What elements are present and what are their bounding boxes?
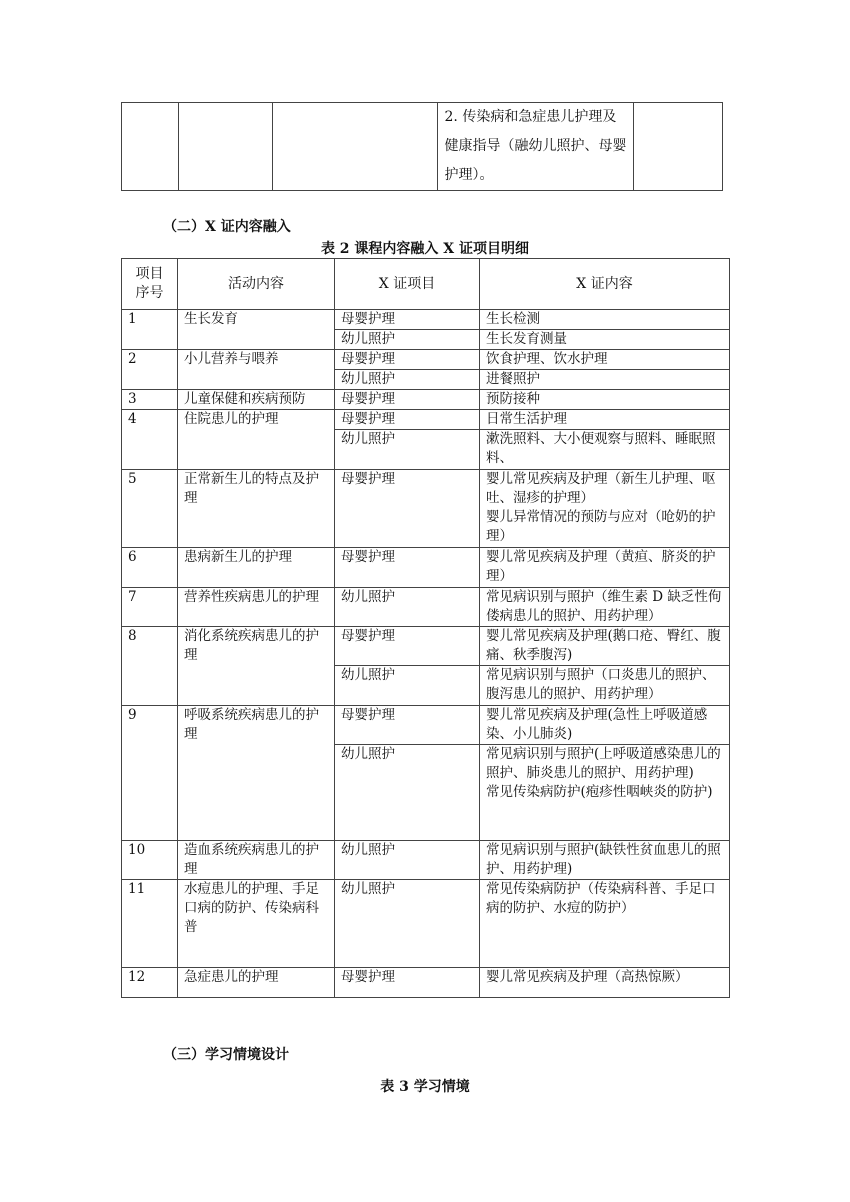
x-content-cell: [480, 390, 730, 410]
x-content-line: 生长发育测量: [486, 331, 567, 347]
x-item-cell: 母婴护理: [335, 627, 480, 666]
x-content-line: 婴儿异常情况的预防与应对（呛奶的护理）: [486, 509, 716, 544]
x-content-cell: [480, 330, 730, 350]
table-cell: [633, 103, 722, 191]
header-content: X 证内容: [480, 259, 730, 310]
x-content-line: 常见传染病防护（传染病科普、手足口病的防护、水痘的防护）: [486, 881, 716, 916]
x-item-cell: 母婴护理: [335, 390, 480, 410]
table-row: [122, 548, 730, 588]
x-content-line: 婴儿常见疾病及护理（高热惊厥）: [486, 969, 689, 985]
activity-cell: 水痘患儿的护理、手足口病的防护、传染病科普: [178, 880, 335, 968]
table-row: [122, 968, 730, 998]
x-content-cell: [480, 666, 730, 706]
x-item-cell: 母婴护理: [335, 548, 480, 588]
x-item-cell: 幼儿照护: [335, 430, 480, 470]
row-number: 1: [122, 310, 178, 350]
x-content-line: 婴儿常见疾病及护理（黄疸、脐炎的护理）: [486, 549, 716, 584]
table-row: [122, 880, 730, 968]
x-content-cell: [480, 548, 730, 588]
activity-cell: 营养性疾病患儿的护理: [178, 588, 335, 627]
table-row: [122, 350, 730, 370]
x-item-cell: 幼儿照护: [335, 330, 480, 350]
x-item-cell: 母婴护理: [335, 350, 480, 370]
x-content-line: 常见病识别与照护(缺铁性贫血患儿的照护、用药护理): [486, 842, 721, 877]
header-activity: 活动内容: [178, 259, 335, 310]
table-cell-text: 2. 传染病和急症患儿护理及健康指导（融幼儿照护、母婴护理）。: [437, 103, 633, 191]
x-content-cell: [480, 370, 730, 390]
x-content-line: 漱洗照料、大小便观察与照料、睡眠照料、: [486, 431, 716, 466]
x-content-cell: [480, 706, 730, 745]
x-content-cell: [480, 410, 730, 430]
x-content-line: 预防接种: [486, 391, 540, 407]
activity-cell: 急症患儿的护理: [178, 968, 335, 998]
table-row: [122, 627, 730, 666]
activity-cell: 生长发育: [178, 310, 335, 350]
x-item-cell: 幼儿照护: [335, 841, 480, 880]
x-item-cell: 幼儿照护: [335, 880, 480, 968]
activity-cell: 住院患儿的护理: [178, 410, 335, 470]
activity-cell: 正常新生儿的特点及护理: [178, 470, 335, 548]
x-content-cell: [480, 470, 730, 548]
row-number: 6: [122, 548, 178, 588]
row-number: 5: [122, 470, 178, 548]
activity-cell: 呼吸系统疾病患儿的护理: [178, 706, 335, 841]
row-number: 7: [122, 588, 178, 627]
x-content-cell: [480, 310, 730, 330]
x-item-cell: 幼儿照护: [335, 666, 480, 706]
table-cell: [179, 103, 273, 191]
section-heading-x-cert: （二）X 证内容融入: [163, 219, 291, 235]
activity-cell: 消化系统疾病患儿的护理: [178, 627, 335, 706]
section-heading-scenario: （三）学习情境设计: [163, 1047, 289, 1063]
row-number: 4: [122, 410, 178, 470]
row-number: 9: [122, 706, 178, 841]
x-item-cell: 母婴护理: [335, 706, 480, 745]
x-item-cell: 幼儿照护: [335, 745, 480, 841]
x-item-cell: 幼儿照护: [335, 588, 480, 627]
table-header-row: [122, 259, 730, 310]
x-cert-table: [121, 258, 730, 998]
x-content-line: 常见病识别与照护（口炎患儿的照护、腹泻患儿的照护、用药护理）: [486, 667, 716, 702]
table-row: [122, 470, 730, 548]
table-row: [122, 310, 730, 330]
activity-cell: 造血系统疾病患儿的护理: [178, 841, 335, 880]
continuation-table: [121, 102, 723, 191]
table-row: [122, 588, 730, 627]
x-content-line: 婴儿常见疾病及护理(急性上呼吸道感染、小儿肺炎): [486, 707, 708, 742]
row-number: 10: [122, 841, 178, 880]
x-content-cell: [480, 588, 730, 627]
activity-cell: 患病新生儿的护理: [178, 548, 335, 588]
activity-cell: 儿童保健和疾病预防: [178, 390, 335, 410]
x-content-line: 常见传染病防护(疱疹性咽峡炎的防护): [486, 784, 713, 800]
x-content-line: 日常生活护理: [486, 411, 567, 427]
row-number: 3: [122, 390, 178, 410]
table-row: [122, 390, 730, 410]
x-item-cell: 母婴护理: [335, 310, 480, 330]
x-content-line: 常见病识别与照护(上呼吸道感染患儿的照护、肺炎患儿的照护、用药护理): [486, 746, 721, 781]
table-cell: [122, 103, 179, 191]
x-content-cell: [480, 745, 730, 841]
x-content-line: 进餐照护: [486, 371, 540, 387]
x-content-cell: [480, 430, 730, 470]
row-number: 11: [122, 880, 178, 968]
row-number: 8: [122, 627, 178, 706]
x-content-line: 婴儿常见疾病及护理（新生儿护理、呕吐、湿疹的护理）: [486, 471, 716, 506]
table3-title: 表 3 学习情境: [380, 1079, 470, 1095]
x-content-line: 生长检测: [486, 311, 540, 327]
row-number: 2: [122, 350, 178, 390]
x-content-line: 婴儿常见疾病及护理(鹅口疮、臀红、腹痛、秋季腹泻): [486, 628, 721, 663]
table-cell: [273, 103, 437, 191]
x-content-cell: [480, 841, 730, 880]
table-row: [122, 410, 730, 430]
header-num: 项目序号: [122, 259, 178, 310]
x-content-cell: [480, 627, 730, 666]
table-row: [122, 841, 730, 880]
x-content-cell: [480, 350, 730, 370]
x-item-cell: 母婴护理: [335, 470, 480, 548]
x-item-cell: 母婴护理: [335, 968, 480, 998]
x-content-line: 常见病识别与照护（维生素 D 缺乏性佝偻病患儿的照护、用药护理）: [486, 589, 722, 624]
table-row: [122, 706, 730, 745]
x-content-cell: [480, 968, 730, 998]
table2-title: 表 2 课程内容融入 X 证项目明细: [320, 241, 530, 257]
x-item-cell: 幼儿照护: [335, 370, 480, 390]
header-item: X 证项目: [335, 259, 480, 310]
x-content-cell: [480, 880, 730, 968]
x-item-cell: 母婴护理: [335, 410, 480, 430]
x-content-line: 饮食护理、饮水护理: [486, 351, 608, 367]
row-number: 12: [122, 968, 178, 998]
activity-cell: 小儿营养与喂养: [178, 350, 335, 390]
